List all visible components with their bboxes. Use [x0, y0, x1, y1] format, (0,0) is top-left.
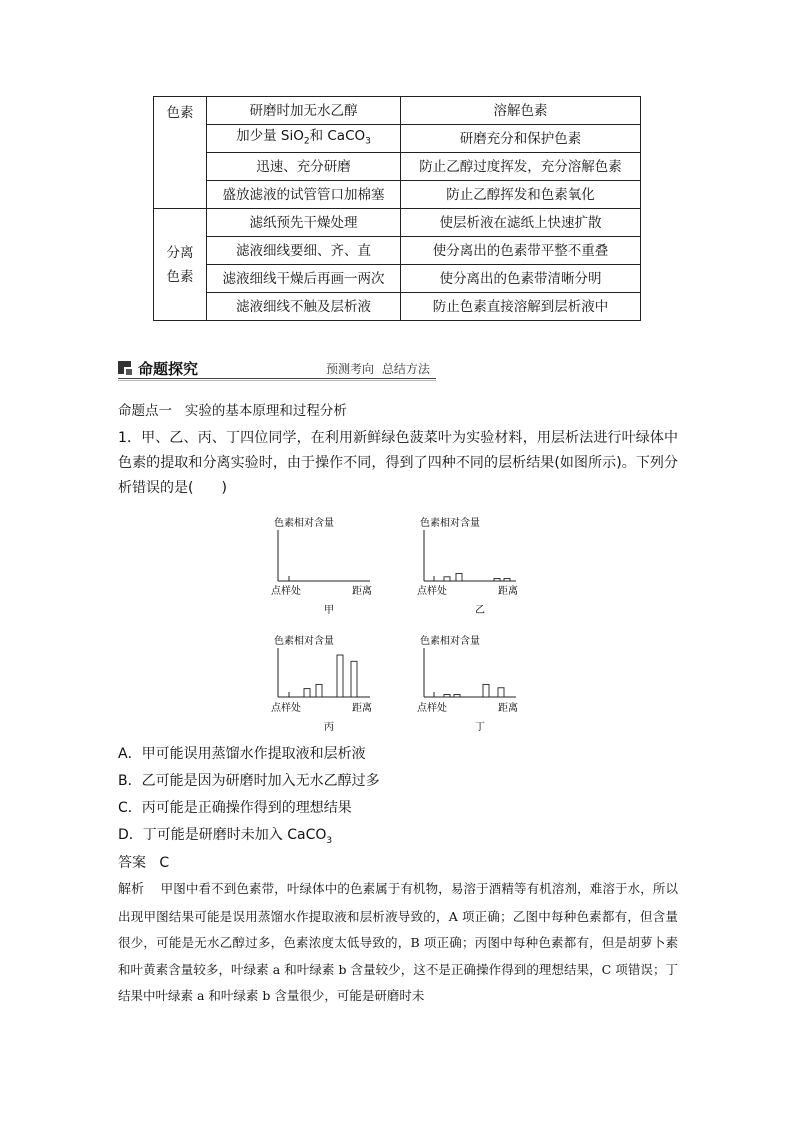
bar-3 — [337, 655, 343, 697]
table-cell-op: 研磨时加无水乙醇 — [207, 97, 401, 125]
chart-title: 色素相对含量 — [420, 636, 480, 647]
bar-1 — [444, 577, 450, 581]
table-cell-op: 滤纸预先干燥处理 — [207, 209, 401, 237]
group-label-separate: 分离 色素 — [154, 209, 207, 321]
table-cell-purpose: 防止乙醇过度挥发，充分溶解色素 — [401, 153, 641, 181]
bar-4 — [351, 661, 357, 697]
chart-title: 色素相对含量 — [420, 518, 480, 529]
chart-yi — [414, 512, 524, 617]
x-label-start: 点样处 — [417, 703, 447, 714]
x-label-start: 点样处 — [417, 586, 447, 597]
option-d: D．丁可能是研磨时未加入 CaCO$_3$ — [118, 827, 333, 846]
bar-1 — [444, 694, 450, 697]
table-cell-purpose: 防止乙醇挥发和色素氧化 — [401, 181, 641, 209]
table-cell-purpose: 使层析液在滤纸上快速扩散 — [401, 209, 641, 237]
bar-2 — [316, 684, 322, 697]
section-subtitle: 预测考向 总结方法 — [326, 362, 430, 376]
bars — [444, 684, 504, 697]
question-stem: 1．甲、乙、丙、丁四位同学，在利用新鲜绿色菠菜叶为实验材料，用层析法进行叶绿体中色素的提取和分离实验时，由于操作不同，得到了四种不同的层析结果(如图所示)。下列分析错误的是( ) — [118, 430, 678, 496]
section-heading — [118, 358, 436, 380]
bars — [444, 573, 510, 581]
chart-title: 色素相对含量 — [274, 636, 334, 647]
table-cell-op: 加少量 SiO$_2$和 CaCO$_3$ — [207, 125, 401, 153]
bar-1 — [304, 689, 310, 697]
option-c: C．丙可能是正确操作得到的理想结果 — [118, 800, 352, 816]
table-cell-purpose: 研磨充分和保护色素 — [401, 125, 641, 153]
answer-line: 答案 C — [118, 855, 170, 871]
table-cell-op: 滤液细线要细、齐、直 — [207, 237, 401, 265]
point-heading: 命题点一 实验的基本原理和过程分析 — [118, 403, 347, 419]
bar-4 — [504, 578, 510, 581]
table-cell-purpose: 使分离出的色素带平整不重叠 — [401, 237, 641, 265]
bar-2 — [456, 573, 462, 581]
table-cell-op: 滤液细线不触及层析液 — [207, 293, 401, 321]
option-b: B．乙可能是因为研磨时加入无水乙醇过多 — [118, 773, 380, 789]
x-label-end: 距离 — [498, 703, 518, 714]
chart-ding — [414, 630, 524, 742]
chart-caption: 丁 — [475, 722, 485, 733]
x-label-start: 点样处 — [271, 586, 301, 597]
x-label-end: 距离 — [498, 586, 518, 597]
bar-4 — [498, 688, 504, 697]
chart-bing — [268, 630, 378, 742]
chart-caption: 丙 — [324, 722, 334, 733]
chart-title: 色素相对含量 — [274, 518, 334, 529]
experiment-table — [153, 96, 641, 321]
x-label-end: 距离 — [352, 703, 372, 714]
x-label-start: 点样处 — [271, 703, 301, 714]
table-cell-op: 盛放滤液的试管管口加棉塞 — [207, 181, 401, 209]
section-title: 命题探究 — [138, 360, 199, 378]
table-cell-op: 迅速、充分研磨 — [207, 153, 401, 181]
chart-caption: 乙 — [475, 605, 485, 616]
x-label-end: 距离 — [352, 586, 372, 597]
table-cell-purpose: 溶解色素 — [401, 97, 641, 125]
bar-3 — [483, 684, 489, 697]
bar-3 — [494, 578, 500, 581]
table-cell-op: 滤液细线干燥后再画一两次 — [207, 265, 401, 293]
bar-2 — [454, 694, 460, 697]
table-cell-purpose: 使分离出的色素带清晰分明 — [401, 265, 641, 293]
explanation: 解析 甲图中看不到色素带，叶绿体中的色素属于有机物，易溶于酒精等有机溶剂，难溶于水，所以出现甲图结果可能是误用蒸馏水作提取液和层析液导致的，A 项正确；乙图中每种色素都有，但含量很少，可能是无水乙醇过多，色素浓度太低导致的，B 项正确；丙图中每种色素都有，但是胡萝卜素和叶黄素含量较多，叶绿素 a 和叶绿素 b 含量较少，这不是正确操作得到的理想结果，C 项错误；丁结果中叶绿素 a 和叶绿素 b 含量很少，可能是研磨时未 — [118, 881, 678, 1003]
group-label-extract: 色素 — [154, 97, 207, 209]
option-a: A．甲可能误用蒸馏水作提取液和层析液 — [118, 746, 366, 762]
chart-caption: 甲 — [324, 605, 334, 616]
chart-jia — [268, 512, 378, 617]
table-cell-purpose: 防止色素直接溶解到层析液中 — [401, 293, 641, 321]
bars — [304, 655, 357, 697]
